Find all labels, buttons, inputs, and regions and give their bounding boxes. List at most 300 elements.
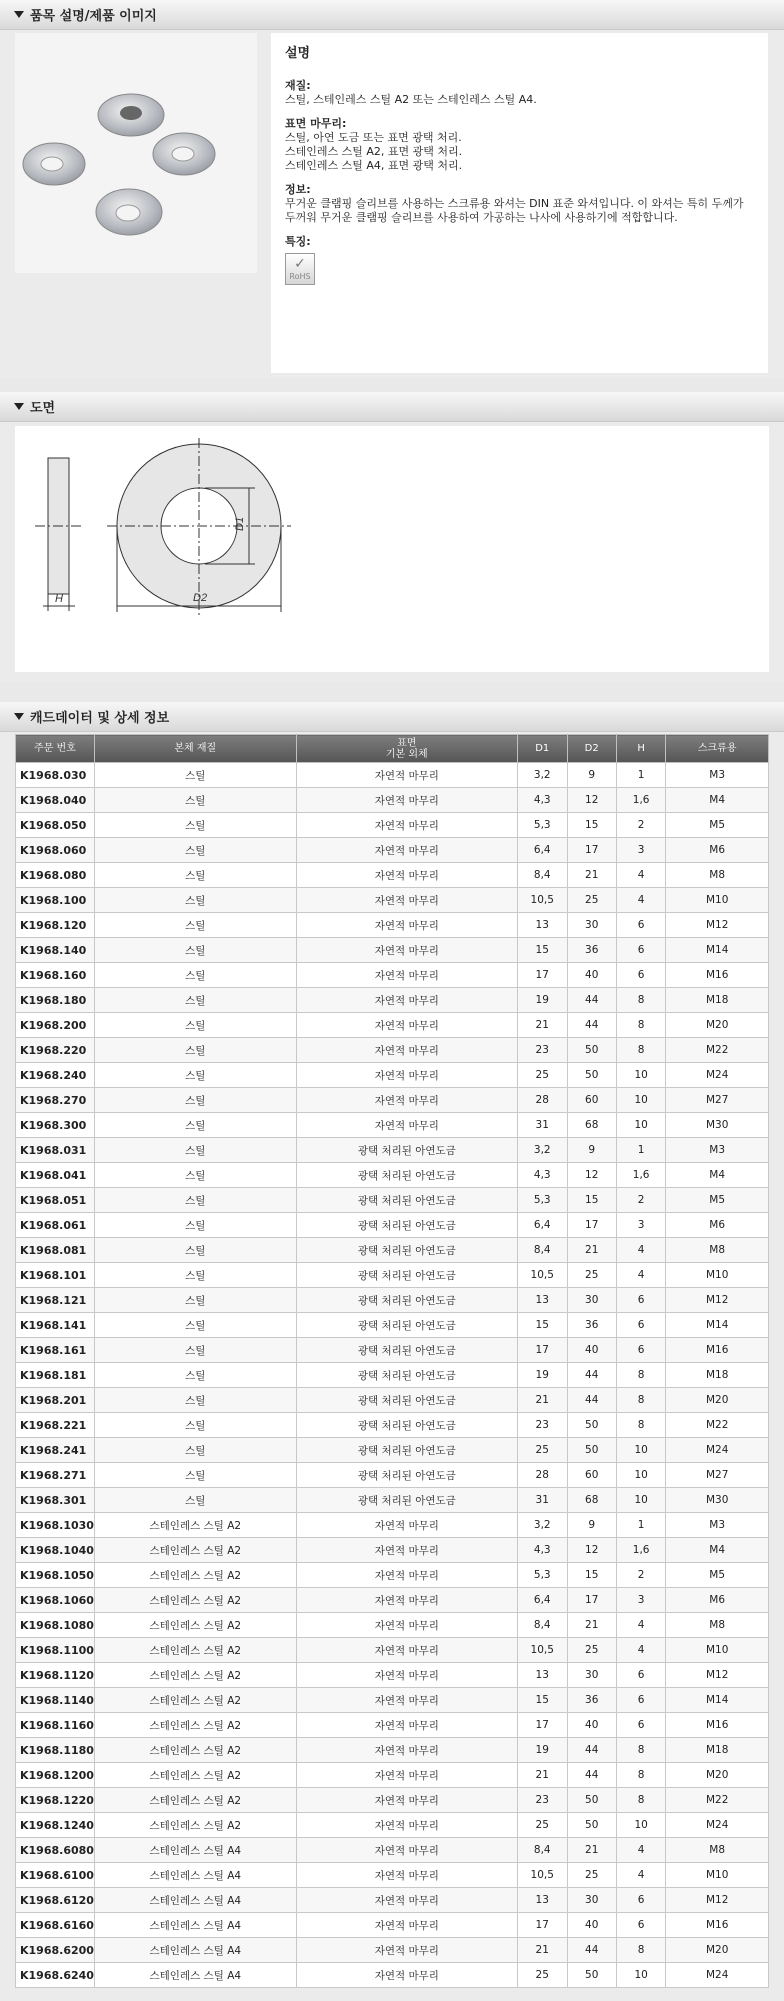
table-cell: 1 xyxy=(616,763,665,788)
product-image xyxy=(15,33,257,273)
table-cell: 4 xyxy=(616,1863,665,1888)
table-row[interactable] xyxy=(16,1463,769,1488)
table-row[interactable] xyxy=(16,788,769,813)
order-number-cell[interactable]: K1968.181 xyxy=(16,1363,95,1388)
order-number-cell[interactable]: K1968.220 xyxy=(16,1038,95,1063)
table-cell: M6 xyxy=(666,838,769,863)
order-number-cell[interactable]: K1968.120 xyxy=(16,913,95,938)
table-cell: 15 xyxy=(567,813,616,838)
table-cell: M27 xyxy=(666,1463,769,1488)
table-cell: 25 xyxy=(567,1863,616,1888)
table-row[interactable] xyxy=(16,1663,769,1688)
table-cell: M10 xyxy=(666,1863,769,1888)
table-cell: 스틸 xyxy=(94,813,296,838)
table-cell: M22 xyxy=(666,1788,769,1813)
table-cell: 자연적 마무리 xyxy=(296,1813,517,1838)
order-number-cell[interactable]: K1968.6200 xyxy=(16,1938,95,1963)
table-row[interactable] xyxy=(16,1688,769,1713)
table-cell: 6 xyxy=(616,1663,665,1688)
table-cell: 6 xyxy=(616,938,665,963)
order-number-cell[interactable]: K1968.080 xyxy=(16,863,95,888)
table-cell: 광택 처리된 아연도금 xyxy=(296,1263,517,1288)
order-number-cell[interactable]: K1968.121 xyxy=(16,1288,95,1313)
table-cell: 12 xyxy=(567,1538,616,1563)
table-cell: M20 xyxy=(666,1013,769,1038)
table-cell: 17 xyxy=(517,1713,567,1738)
column-header[interactable]: 주문 번호 xyxy=(16,735,95,763)
table-row[interactable] xyxy=(16,1163,769,1188)
order-number-cell[interactable]: K1968.1080 xyxy=(16,1613,95,1638)
column-header[interactable]: 표면 기본 외체 xyxy=(296,735,517,763)
order-number-cell[interactable]: K1968.6160 xyxy=(16,1913,95,1938)
table-cell: 자연적 마무리 xyxy=(296,1913,517,1938)
table-row[interactable] xyxy=(16,1113,769,1138)
table-cell: M18 xyxy=(666,1363,769,1388)
table-row[interactable] xyxy=(16,1838,769,1863)
order-number-cell[interactable]: K1968.140 xyxy=(16,938,95,963)
table-cell: 자연적 마무리 xyxy=(296,1613,517,1638)
table-cell: 스테인레스 스틸 A4 xyxy=(94,1838,296,1863)
table-row[interactable] xyxy=(16,1313,769,1338)
table-cell: 자연적 마무리 xyxy=(296,1588,517,1613)
table-cell: 6,4 xyxy=(517,838,567,863)
table-cell: 스테인레스 스틸 A2 xyxy=(94,1788,296,1813)
table-cell: 스틸 xyxy=(94,963,296,988)
table-cell: 자연적 마무리 xyxy=(296,1938,517,1963)
table-row[interactable] xyxy=(16,863,769,888)
table-cell: 자연적 마무리 xyxy=(296,1863,517,1888)
table-cell: 6,4 xyxy=(517,1213,567,1238)
table-row[interactable] xyxy=(16,1813,769,1838)
collapse-triangle-icon[interactable] xyxy=(14,11,24,18)
table-row[interactable] xyxy=(16,988,769,1013)
table-cell: 60 xyxy=(567,1088,616,1113)
table-cell: 스테인레스 스틸 A4 xyxy=(94,1913,296,1938)
order-number-cell[interactable]: K1968.160 xyxy=(16,963,95,988)
table-cell: M20 xyxy=(666,1763,769,1788)
table-cell: 15 xyxy=(517,938,567,963)
order-number-cell[interactable]: K1968.061 xyxy=(16,1213,95,1238)
order-number-cell[interactable]: K1968.1050 xyxy=(16,1563,95,1588)
table-cell: 19 xyxy=(517,1363,567,1388)
table-cell: 44 xyxy=(567,1938,616,1963)
table-cell: 25 xyxy=(517,1963,567,1988)
order-number-cell[interactable]: K1968.1140 xyxy=(16,1688,95,1713)
table-cell: 스틸 xyxy=(94,1388,296,1413)
table-cell: 자연적 마무리 xyxy=(296,1888,517,1913)
table-cell: M22 xyxy=(666,1038,769,1063)
table-cell: M4 xyxy=(666,788,769,813)
order-number-cell[interactable]: K1968.161 xyxy=(16,1338,95,1363)
order-number-cell[interactable]: K1968.050 xyxy=(16,813,95,838)
table-cell: 광택 처리된 아연도금 xyxy=(296,1363,517,1388)
table-row[interactable] xyxy=(16,1938,769,1963)
table-cell: M16 xyxy=(666,1913,769,1938)
table-cell: 10,5 xyxy=(517,1263,567,1288)
table-cell: 17 xyxy=(567,838,616,863)
order-number-cell[interactable]: K1968.241 xyxy=(16,1438,95,1463)
table-cell: 4,3 xyxy=(517,1538,567,1563)
table-cell: 자연적 마무리 xyxy=(296,1638,517,1663)
order-number-cell[interactable]: K1968.1040 xyxy=(16,1538,95,1563)
table-cell: 자연적 마무리 xyxy=(296,1663,517,1688)
table-row[interactable] xyxy=(16,963,769,988)
table-cell: 자연적 마무리 xyxy=(296,1838,517,1863)
order-number-cell[interactable]: K1968.201 xyxy=(16,1388,95,1413)
table-cell: 40 xyxy=(567,1338,616,1363)
table-cell: 4 xyxy=(616,1638,665,1663)
table-cell: 스틸 xyxy=(94,1013,296,1038)
table-cell: 10 xyxy=(616,1088,665,1113)
table-cell: 36 xyxy=(567,938,616,963)
order-number-cell[interactable]: K1968.301 xyxy=(16,1488,95,1513)
table-cell: 17 xyxy=(517,1913,567,1938)
table-row[interactable] xyxy=(16,763,769,788)
table-cell: 1,6 xyxy=(616,1538,665,1563)
order-number-cell[interactable]: K1968.6100 xyxy=(16,1863,95,1888)
table-cell: 8,4 xyxy=(517,1838,567,1863)
order-number-cell[interactable]: K1968.100 xyxy=(16,888,95,913)
product-table xyxy=(15,734,769,1988)
table-cell: M16 xyxy=(666,1713,769,1738)
table-row[interactable] xyxy=(16,1263,769,1288)
column-header[interactable]: D1 xyxy=(517,735,567,763)
order-number-cell[interactable]: K1968.101 xyxy=(16,1263,95,1288)
table-cell: 21 xyxy=(517,1013,567,1038)
table-row[interactable] xyxy=(16,1413,769,1438)
table-cell: 19 xyxy=(517,1738,567,1763)
table-cell: 13 xyxy=(517,1288,567,1313)
table-row[interactable] xyxy=(16,1388,769,1413)
table-cell: 6 xyxy=(616,1313,665,1338)
table-cell: 자연적 마무리 xyxy=(296,1513,517,1538)
product-description-section xyxy=(0,0,784,378)
table-cell: 15 xyxy=(567,1188,616,1213)
table-cell: 스테인레스 스틸 A2 xyxy=(94,1713,296,1738)
order-number-cell[interactable]: K1968.040 xyxy=(16,788,95,813)
table-cell: 광택 처리된 아연도금 xyxy=(296,1388,517,1413)
table-cell: 스틸 xyxy=(94,788,296,813)
table-cell: 광택 처리된 아연도금 xyxy=(296,1213,517,1238)
order-number-cell[interactable]: K1968.1030 xyxy=(16,1513,95,1538)
table-cell: M8 xyxy=(666,1238,769,1263)
table-cell: 10 xyxy=(616,1113,665,1138)
order-number-cell[interactable]: K1968.270 xyxy=(16,1088,95,1113)
table-cell: 8,4 xyxy=(517,1613,567,1638)
table-cell: 스틸 xyxy=(94,1113,296,1138)
order-number-cell[interactable]: K1968.6120 xyxy=(16,1888,95,1913)
table-cell: 4,3 xyxy=(517,788,567,813)
table-cell: M8 xyxy=(666,863,769,888)
table-row[interactable] xyxy=(16,1963,769,1988)
column-header[interactable]: 스크류용 xyxy=(666,735,769,763)
column-header[interactable]: D2 xyxy=(567,735,616,763)
table-cell: 6 xyxy=(616,913,665,938)
table-cell: 스테인레스 스틸 A4 xyxy=(94,1938,296,1963)
table-cell: 5,3 xyxy=(517,813,567,838)
table-cell: 자연적 마무리 xyxy=(296,963,517,988)
table-cell: 44 xyxy=(567,1738,616,1763)
order-number-cell[interactable]: K1968.1240 xyxy=(16,1813,95,1838)
table-row[interactable] xyxy=(16,1913,769,1938)
collapse-triangle-icon[interactable] xyxy=(14,403,24,410)
column-header[interactable]: H xyxy=(616,735,665,763)
order-number-cell[interactable]: K1968.300 xyxy=(16,1113,95,1138)
table-row[interactable] xyxy=(16,1088,769,1113)
washer-image-4 xyxy=(96,189,162,235)
table-cell: 스틸 xyxy=(94,1138,296,1163)
table-cell: 1,6 xyxy=(616,1163,665,1188)
table-row[interactable] xyxy=(16,1363,769,1388)
table-cell: 44 xyxy=(567,1388,616,1413)
table-row[interactable] xyxy=(16,1788,769,1813)
order-number-cell[interactable]: K1968.1200 xyxy=(16,1763,95,1788)
table-cell: 50 xyxy=(567,1813,616,1838)
table-cell: 8 xyxy=(616,1788,665,1813)
column-header[interactable]: 본체 재질 xyxy=(94,735,296,763)
table-row[interactable] xyxy=(16,1213,769,1238)
table-row[interactable] xyxy=(16,913,769,938)
table-cell: 15 xyxy=(567,1563,616,1588)
order-number-cell[interactable]: K1968.180 xyxy=(16,988,95,1013)
table-cell: 스테인레스 스틸 A2 xyxy=(94,1538,296,1563)
table-cell: 8 xyxy=(616,1763,665,1788)
table-row[interactable] xyxy=(16,1738,769,1763)
table-cell: 6 xyxy=(616,1288,665,1313)
table-cell: 30 xyxy=(567,913,616,938)
table-cell: M3 xyxy=(666,763,769,788)
table-cell: 6 xyxy=(616,1688,665,1713)
table-row[interactable] xyxy=(16,1713,769,1738)
table-cell: M12 xyxy=(666,1663,769,1688)
table-row[interactable] xyxy=(16,1188,769,1213)
table-cell: M14 xyxy=(666,1688,769,1713)
table-cell: M4 xyxy=(666,1538,769,1563)
table-row[interactable] xyxy=(16,1488,769,1513)
table-cell: M27 xyxy=(666,1088,769,1113)
order-number-cell[interactable]: K1968.240 xyxy=(16,1063,95,1088)
table-cell: 50 xyxy=(567,1963,616,1988)
table-cell: M5 xyxy=(666,1563,769,1588)
table-cell: 스테인레스 스틸 A2 xyxy=(94,1638,296,1663)
table-cell: 21 xyxy=(567,1838,616,1863)
order-number-cell[interactable]: K1968.051 xyxy=(16,1188,95,1213)
table-cell: 자연적 마무리 xyxy=(296,1713,517,1738)
table-cell: 자연적 마무리 xyxy=(296,1763,517,1788)
table-cell: 5,3 xyxy=(517,1188,567,1213)
table-cell: 광택 처리된 아연도금 xyxy=(296,1238,517,1263)
table-cell: 19 xyxy=(517,988,567,1013)
washer-image-2 xyxy=(23,143,85,185)
table-cell: 자연적 마무리 xyxy=(296,1788,517,1813)
table-cell: 9 xyxy=(567,763,616,788)
table-cell: 스틸 xyxy=(94,863,296,888)
table-cell: 4 xyxy=(616,1263,665,1288)
table-row[interactable] xyxy=(16,1063,769,1088)
table-row[interactable] xyxy=(16,1238,769,1263)
order-number-cell[interactable]: K1968.200 xyxy=(16,1013,95,1038)
order-number-cell[interactable]: K1968.060 xyxy=(16,838,95,863)
table-cell: 광택 처리된 아연도금 xyxy=(296,1488,517,1513)
table-cell: 자연적 마무리 xyxy=(296,1038,517,1063)
order-number-cell[interactable]: K1968.1160 xyxy=(16,1713,95,1738)
table-cell: 8 xyxy=(616,1038,665,1063)
table-cell: 17 xyxy=(567,1213,616,1238)
table-cell: 스틸 xyxy=(94,1038,296,1063)
table-row[interactable] xyxy=(16,1888,769,1913)
table-cell: 스틸 xyxy=(94,913,296,938)
table-cell: 21 xyxy=(567,863,616,888)
table-cell: 21 xyxy=(517,1763,567,1788)
table-cell: 30 xyxy=(567,1888,616,1913)
order-number-cell[interactable]: K1968.221 xyxy=(16,1413,95,1438)
table-cell: 스틸 xyxy=(94,1188,296,1213)
table-cell: 스테인레스 스틸 A2 xyxy=(94,1613,296,1638)
table-cell: 3 xyxy=(616,838,665,863)
order-number-cell[interactable]: K1968.1100 xyxy=(16,1638,95,1663)
table-cell: 스틸 xyxy=(94,988,296,1013)
order-number-cell[interactable]: K1968.030 xyxy=(16,763,95,788)
table-cell: 6 xyxy=(616,1913,665,1938)
order-number-cell[interactable]: K1968.6080 xyxy=(16,1838,95,1863)
table-cell: 3,2 xyxy=(517,763,567,788)
order-number-cell[interactable]: K1968.6240 xyxy=(16,1963,95,1988)
order-number-cell[interactable]: K1968.1120 xyxy=(16,1663,95,1688)
table-row[interactable] xyxy=(16,1613,769,1638)
table-cell: 28 xyxy=(517,1463,567,1488)
table-row[interactable] xyxy=(16,1863,769,1888)
table-row[interactable] xyxy=(16,938,769,963)
table-cell: 8 xyxy=(616,1938,665,1963)
table-cell: 12 xyxy=(567,788,616,813)
table-cell: 4 xyxy=(616,888,665,913)
technical-drawing xyxy=(15,426,769,672)
table-row[interactable] xyxy=(16,1338,769,1363)
table-cell: 6 xyxy=(616,1888,665,1913)
table-cell: 17 xyxy=(517,963,567,988)
table-cell: 13 xyxy=(517,1663,567,1688)
table-cell: 40 xyxy=(567,963,616,988)
section-title: 도면 xyxy=(30,401,56,416)
order-number-cell[interactable]: K1968.141 xyxy=(16,1313,95,1338)
table-cell: 36 xyxy=(567,1688,616,1713)
table-cell: 8 xyxy=(616,1013,665,1038)
table-cell: 8,4 xyxy=(517,1238,567,1263)
table-row[interactable] xyxy=(16,813,769,838)
table-row[interactable] xyxy=(16,1763,769,1788)
table-cell: 3 xyxy=(616,1588,665,1613)
table-row[interactable] xyxy=(16,1638,769,1663)
washer-image-3 xyxy=(153,133,215,175)
table-cell: 스테인레스 스틸 A2 xyxy=(94,1563,296,1588)
table-cell: 10 xyxy=(616,1813,665,1838)
table-cell: 13 xyxy=(517,913,567,938)
table-cell: 광택 처리된 아연도금 xyxy=(296,1288,517,1313)
table-cell: 10 xyxy=(616,1063,665,1088)
table-cell: 자연적 마무리 xyxy=(296,788,517,813)
table-cell: M12 xyxy=(666,913,769,938)
table-row[interactable] xyxy=(16,838,769,863)
table-cell: 스틸 xyxy=(94,938,296,963)
table-cell: M10 xyxy=(666,1263,769,1288)
table-row[interactable] xyxy=(16,888,769,913)
section-header-description[interactable] xyxy=(0,0,784,30)
label-h: H xyxy=(55,593,63,605)
table-cell: M16 xyxy=(666,963,769,988)
table-cell: 스틸 xyxy=(94,763,296,788)
table-cell: 자연적 마무리 xyxy=(296,888,517,913)
order-number-cell[interactable]: K1968.041 xyxy=(16,1163,95,1188)
table-row[interactable] xyxy=(16,1588,769,1613)
table-cell: 8 xyxy=(616,1413,665,1438)
table-cell: 스테인레스 스틸 A2 xyxy=(94,1813,296,1838)
table-cell: 44 xyxy=(567,1763,616,1788)
table-cell: 30 xyxy=(567,1663,616,1688)
table-cell: 자연적 마무리 xyxy=(296,1113,517,1138)
order-number-cell[interactable]: K1968.1220 xyxy=(16,1788,95,1813)
table-cell: 25 xyxy=(517,1813,567,1838)
order-number-cell[interactable]: K1968.1180 xyxy=(16,1738,95,1763)
table-cell: 10 xyxy=(616,1963,665,1988)
table-row[interactable] xyxy=(16,1438,769,1463)
table-cell: 스틸 xyxy=(94,1163,296,1188)
table-cell: 8,4 xyxy=(517,863,567,888)
table-cell: 6,4 xyxy=(517,1588,567,1613)
table-cell: 2 xyxy=(616,813,665,838)
section-header-drawing[interactable] xyxy=(0,392,784,422)
table-cell: 1 xyxy=(616,1138,665,1163)
table-row[interactable] xyxy=(16,1288,769,1313)
order-number-cell[interactable]: K1968.081 xyxy=(16,1238,95,1263)
table-cell: 스테인레스 스틸 A2 xyxy=(94,1588,296,1613)
table-cell: M6 xyxy=(666,1213,769,1238)
table-row[interactable] xyxy=(16,1038,769,1063)
table-cell: M12 xyxy=(666,1288,769,1313)
table-cell: M14 xyxy=(666,1313,769,1338)
table-cell: 28 xyxy=(517,1088,567,1113)
checkmark-icon: ✓ xyxy=(294,256,306,272)
table-cell: 8 xyxy=(616,1363,665,1388)
table-cell: M16 xyxy=(666,1338,769,1363)
table-cell: 68 xyxy=(567,1488,616,1513)
table-row[interactable] xyxy=(16,1138,769,1163)
table-cell: 15 xyxy=(517,1688,567,1713)
table-cell: 21 xyxy=(517,1388,567,1413)
table-cell: M10 xyxy=(666,888,769,913)
order-number-cell[interactable]: K1968.1060 xyxy=(16,1588,95,1613)
table-cell: 31 xyxy=(517,1113,567,1138)
table-cell: 자연적 마무리 xyxy=(296,1688,517,1713)
order-number-cell[interactable]: K1968.271 xyxy=(16,1463,95,1488)
table-row[interactable] xyxy=(16,1513,769,1538)
order-number-cell[interactable]: K1968.031 xyxy=(16,1138,95,1163)
table-cell: M8 xyxy=(666,1613,769,1638)
table-cell: 23 xyxy=(517,1788,567,1813)
table-cell: 자연적 마무리 xyxy=(296,763,517,788)
table-cell: 10 xyxy=(616,1463,665,1488)
table-row[interactable] xyxy=(16,1538,769,1563)
rohs-label: RoHS xyxy=(289,272,311,281)
table-cell: 50 xyxy=(567,1038,616,1063)
table-row[interactable] xyxy=(16,1013,769,1038)
table-body xyxy=(16,763,769,1988)
section-header-cad[interactable] xyxy=(0,702,784,732)
table-cell: 25 xyxy=(567,1638,616,1663)
table-cell: 자연적 마무리 xyxy=(296,838,517,863)
table-row[interactable] xyxy=(16,1563,769,1588)
drawing-section xyxy=(0,392,784,682)
collapse-triangle-icon[interactable] xyxy=(14,713,24,720)
